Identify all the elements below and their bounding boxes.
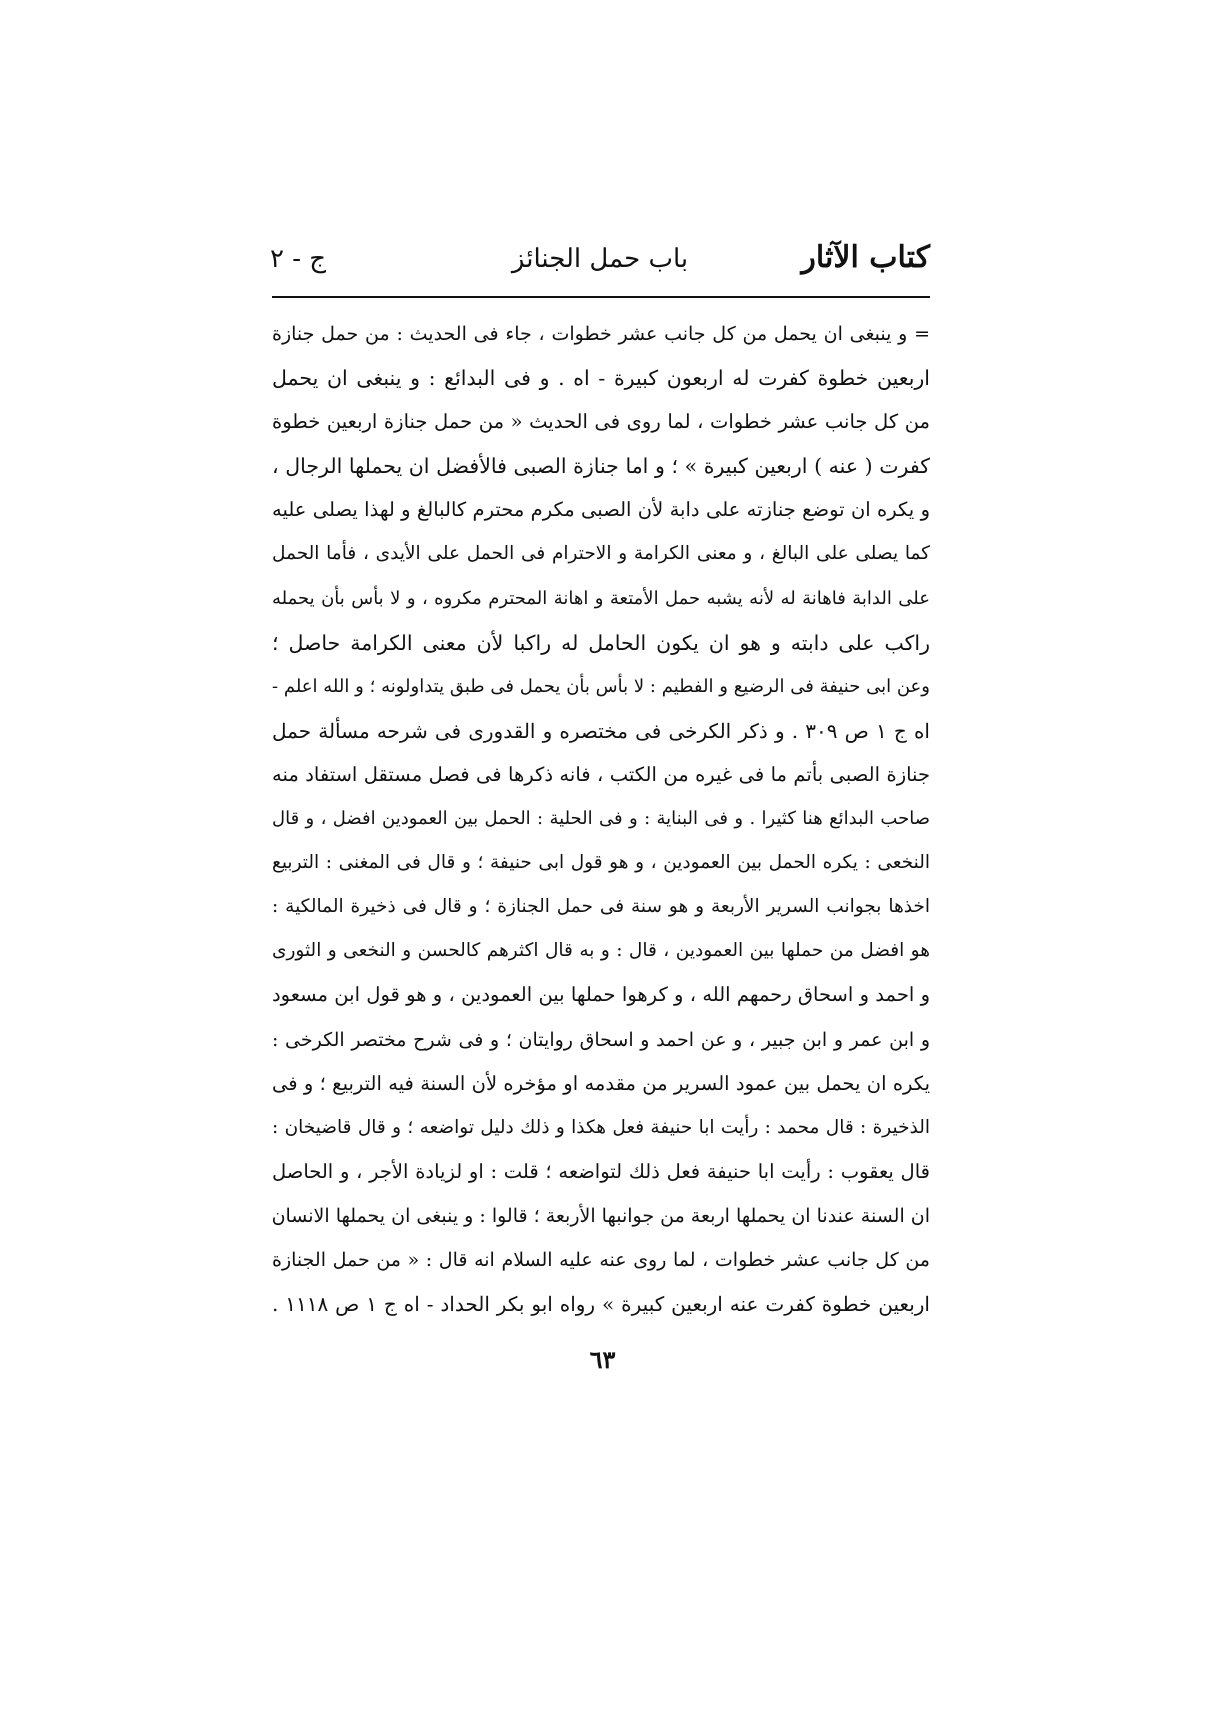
body-text bbox=[272, 312, 930, 1326]
volume-number: ج - ٢ bbox=[270, 244, 327, 274]
text-line: اربعين خطوة كفرت له اربعون كبيرة - اه . و فى البدائع : و ينبغى ان يحمل bbox=[272, 366, 930, 391]
text-line: الذخيرة : قال محمد : رأيت ابا حنيفة فعل هكذا و ذلك دليل تواضعه ؛ و قال قاضيخان : bbox=[272, 1116, 930, 1138]
text-line: و يكره ان توضع جنازته على دابة لأن الصبى مكرم محترم كالبالغ و لهذا يصلى عليه bbox=[272, 498, 930, 522]
page-number: ٦٣ bbox=[589, 1345, 616, 1374]
header-rule bbox=[272, 296, 930, 298]
text-line: قال يعقوب : رأيت ابا حنيفة فعل ذلك لتواضعه ؛ قلت : او لزيادة الأجر ، و الحاصل bbox=[272, 1159, 930, 1183]
text-line: و ابن عمر و ابن جبير ، و عن احمد و اسحاق روايتان ؛ و فى شرح مختصر الكرخى : bbox=[272, 1028, 930, 1051]
text-line: و احمد و اسحاق رحمهم الله ، و كرهوا حملها بين العمودين ، و هو قول ابن مسعود bbox=[272, 983, 930, 1007]
text-line: = و ينبغى ان يحمل من كل جانب عشر خطوات ، جاء فى الحديث : من حمل جنازة bbox=[272, 323, 930, 345]
text-line: من كل جانب عشر خطوات ، لما روى عنه عليه السلام انه قال : « من حمل الجنازة bbox=[272, 1248, 930, 1271]
text-line: اه ج ١ ص ٣٠٩ . و ذكر الكرخى فى مختصره و القدورى فى شرحه مسألة حمل bbox=[272, 718, 930, 743]
text-line: النخعى : يكره الحمل بين العمودين ، و هو قول ابى حنيفة ؛ و قال فى المغنى : التربيع bbox=[272, 852, 930, 874]
text-line: اخذها بجوانب السرير الأربعة و هو سنة فى حمل الجنازة ؛ و قال فى ذخيرة المالكية : bbox=[272, 896, 930, 918]
text-line: يكره ان يحمل بين عمود السرير من مقدمه او مؤخره لأن السنة فيه التربيع ؛ و فى bbox=[272, 1071, 930, 1095]
text-line: كفرت ( عنه ) اربعين كبيرة » ؛ و اما جنازة الصبى فالأفضل ان يحملها الرجال ، bbox=[272, 454, 930, 479]
text-line: ان السنة عندنا ان يحملها اربعة من جوانبها الأربعة ؛ قالوا : و ينبغى ان يحملها الانسان bbox=[272, 1204, 930, 1227]
text-line: صاحب البدائع هنا كثيرا . و فى البناية : و فى الحلية : الحمل بين العمودين افضل ، و قال bbox=[272, 808, 930, 830]
text-line: وعن ابى حنيفة فى الرضيع و الفطيم : لا بأس بأن يحمل فى طبق يتداولونه ؛ و الله اعلم - bbox=[272, 675, 930, 697]
text-line: كما يصلى على البالغ ، و معنى الكرامة و الاحترام فى الحمل على الأيدى ، فأما الحمل bbox=[272, 543, 930, 565]
running-header bbox=[270, 240, 930, 288]
chapter-title: باب حمل الجنائز bbox=[511, 244, 689, 274]
text-line: راكب على دابته و هو ان يكون الحامل له راكبا لأن معنى الكرامة حاصل ؛ bbox=[272, 630, 930, 655]
text-line: اربعين خطوة كفرت عنه اربعين كبيرة » رواه ابو بكر الحداد - اه ج ١ ص ١١١٨ . bbox=[272, 1292, 930, 1317]
text-line: هو افضل من حملها بين العمودين ، قال : و به قال اكثرهم كالحسن و النخعى و الثورى bbox=[272, 940, 930, 962]
book-title: كتاب الآثار bbox=[801, 240, 930, 275]
text-line: على الدابة فاهانة له لأنه يشبه حمل الأمتعة و اهانة المحترم مكروه ، و لا بأس بأن يحمله bbox=[272, 587, 930, 609]
text-line: جنازة الصبى بأتم ما فى غيره من الكتب ، فانه ذكرها فى فصل مستقل استفاد منه bbox=[272, 762, 930, 786]
text-line: من كل جانب عشر خطوات ، لما روى فى الحديث « من حمل جنازة اربعين خطوة bbox=[272, 410, 930, 434]
